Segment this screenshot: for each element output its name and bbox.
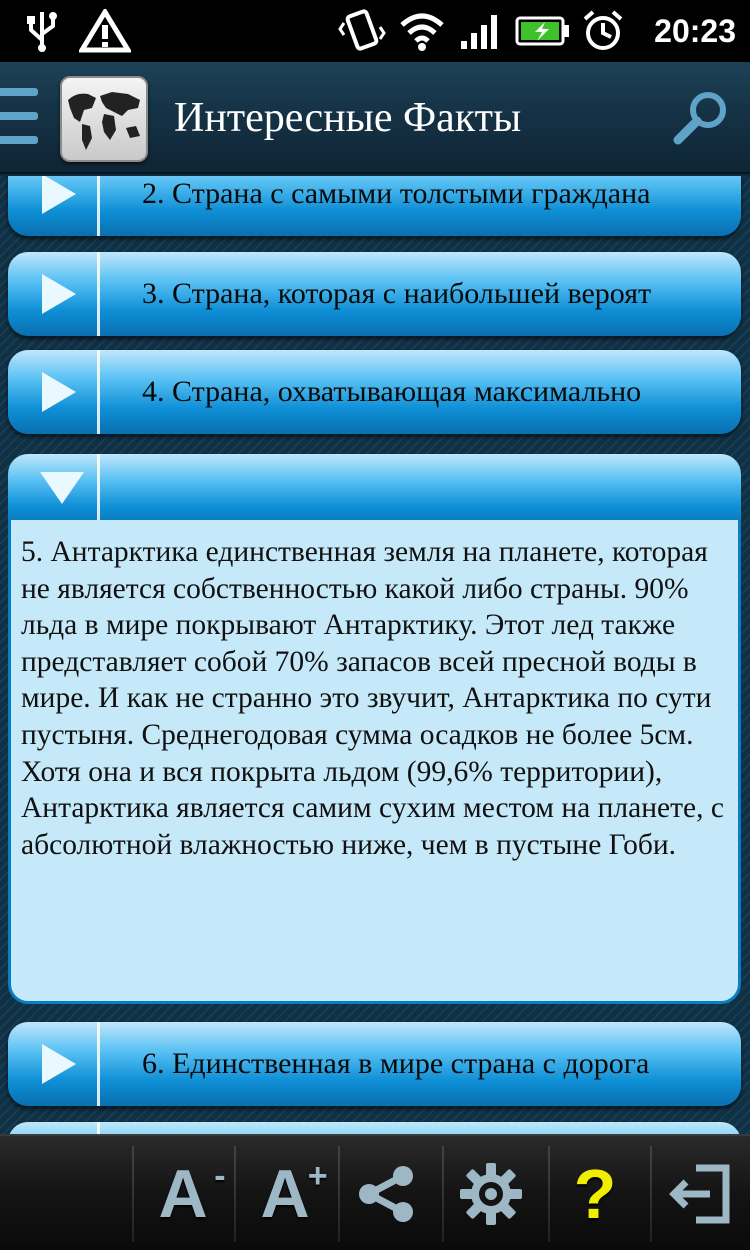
expanded-item-body (8, 520, 741, 1004)
font-increase-button[interactable] (240, 1154, 330, 1234)
list-item-label: 4. Страна, охватывающая максимально (142, 375, 642, 408)
font-decrease-button[interactable] (138, 1154, 228, 1234)
font-decrease-icon: A - (158, 1156, 226, 1232)
expanded-item-header[interactable] (8, 454, 741, 520)
expand-arrow-icon (42, 1044, 76, 1084)
exit-button[interactable] (654, 1154, 744, 1234)
search-icon[interactable] (670, 88, 732, 150)
settings-button[interactable] (446, 1154, 536, 1234)
list-item[interactable] (8, 252, 741, 336)
help-button[interactable] (550, 1154, 640, 1234)
exit-icon (666, 1162, 732, 1226)
expand-arrow-icon (42, 176, 76, 214)
battery-charging-icon (514, 8, 572, 54)
list-item[interactable] (8, 350, 741, 434)
bottom-toolbar (0, 1134, 750, 1250)
collapse-arrow-icon (40, 472, 84, 504)
expand-arrow-icon (42, 274, 76, 314)
world-map-icon (60, 76, 148, 162)
status-bar (0, 0, 750, 62)
help-icon: ? (573, 1155, 617, 1233)
facts-list[interactable] (0, 176, 750, 1134)
font-increase-icon: A + (260, 1156, 328, 1232)
list-item-label: 2. Страна с самыми толстыми граждана (142, 177, 651, 210)
status-time: 20:23 (654, 13, 736, 49)
warning-icon (78, 8, 132, 54)
share-button[interactable] (342, 1154, 432, 1234)
expand-arrow-icon (42, 372, 76, 412)
fact-text: 5. Антарктика единственная земля на планете, которая не является собственностью какой либо страны. 90% льда в мире покрывают Антарктику. Этот лед также представляет собой 70% запасов всей пресной воды в мире. И как не странно это звучит, Антарктика по сути пустыня. Среднегодовая сумма осадков не более 5см. Хотя она и вся покрыта льдом (99,6% территории), Антарктика является самим сухим местом на планете, с абсолютной влажностью ниже, чем в пустыне Гоби. (21, 536, 724, 861)
settings-icon (458, 1161, 524, 1227)
list-item[interactable] (8, 1022, 741, 1106)
list-item-label: 6. Единственная в мире страна с дорога (142, 1047, 650, 1080)
menu-icon[interactable] (0, 88, 38, 148)
vibrate-icon (338, 8, 386, 54)
alarm-icon (580, 8, 626, 54)
app-title: Интересные Факты (174, 95, 522, 141)
signal-icon (458, 8, 504, 54)
usb-icon (22, 8, 62, 54)
list-item[interactable] (8, 1122, 741, 1134)
wifi-icon (398, 8, 446, 54)
action-bar (0, 62, 750, 174)
list-item-label: 3. Страна, которая с наибольшей вероят (142, 277, 652, 310)
share-icon (355, 1162, 419, 1226)
list-item[interactable] (8, 176, 741, 236)
